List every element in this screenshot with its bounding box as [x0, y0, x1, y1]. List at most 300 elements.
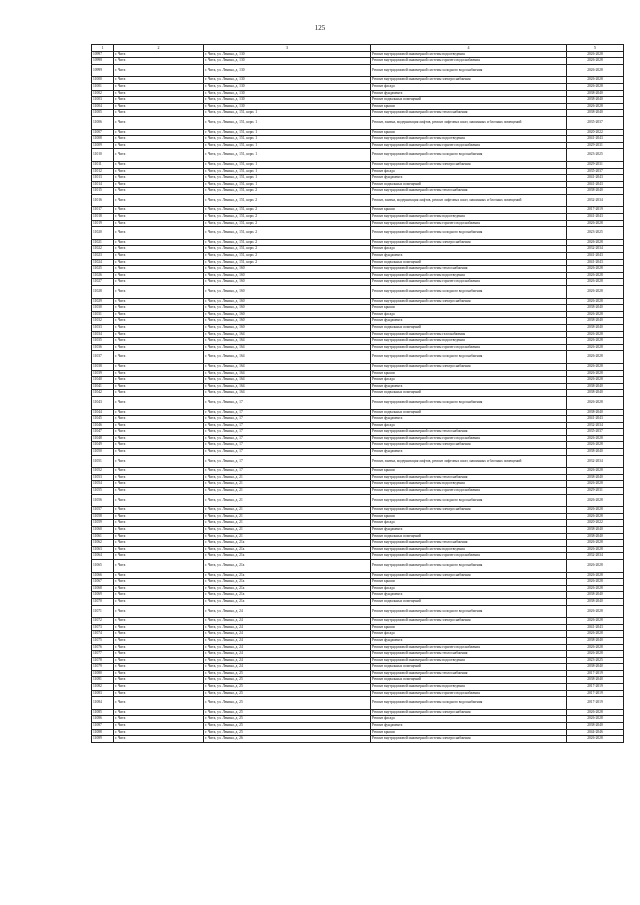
city-cell: г. Чита — [114, 136, 204, 143]
address-cell: г. Чита, ул. Ленина, д. 151, корп. 1 — [204, 181, 371, 188]
row-number-cell: 11030 — [92, 305, 114, 312]
period-cell: 2026-2028 — [567, 644, 624, 651]
city-cell: г. Чита — [114, 488, 204, 495]
work-type-cell: Ремонт внутридомовой инженерной системы теплоснабжения — [371, 540, 567, 547]
table-row — [92, 239, 624, 246]
period-cell: 2026-2028 — [567, 370, 624, 377]
address-cell: г. Чита, ул. Ленина, д. 130 — [204, 103, 371, 110]
work-type-cell: Ремонт подвальных помещений — [371, 598, 567, 605]
row-number-cell: 11045 — [92, 416, 114, 423]
work-type-cell: Ремонт внутридомовой инженерной системы горячего водоснабжения — [371, 553, 567, 560]
city-cell: г. Чита — [114, 311, 204, 318]
row-number-cell: 11067 — [92, 579, 114, 586]
period-cell: 2017-2019 — [567, 697, 624, 710]
work-type-cell: Ремонт крыши — [371, 207, 567, 214]
period-cell: 2038-2040 — [567, 324, 624, 331]
period-cell: 2026-2028 — [567, 77, 624, 84]
work-type-cell: Ремонт фундамента — [371, 416, 567, 423]
city-cell: г. Чита — [114, 598, 204, 605]
address-cell: г. Чита, ул. Ленина, д. 160 — [204, 324, 371, 331]
period-cell: 2032-2034 — [567, 553, 624, 560]
work-type-cell: Ремонт внутридомовой инженерной системы электроснабжения — [371, 736, 567, 743]
work-type-cell: Ремонт подвальных помещений — [371, 533, 567, 540]
city-cell: г. Чита — [114, 468, 204, 475]
address-cell: г. Чита, ул. Ленина, д. 25 — [204, 670, 371, 677]
address-cell: г. Чита, ул. Ленина, д. 24 — [204, 631, 371, 638]
work-type-cell: Ремонт внутридомовой инженерной системы электроснабжения — [371, 709, 567, 716]
work-type-cell: Ремонт внутридомовой инженерной системы горячего водоснабжения — [371, 690, 567, 697]
period-cell: 2026-2028 — [567, 338, 624, 345]
table-row — [92, 553, 624, 560]
table-row — [92, 520, 624, 527]
row-number-cell: 11087 — [92, 723, 114, 730]
table-row — [92, 449, 624, 456]
row-number-cell: 11035 — [92, 338, 114, 345]
work-type-cell: Ремонт крыши — [371, 468, 567, 475]
table-row — [92, 214, 624, 221]
period-cell: 2026-2028 — [567, 286, 624, 299]
work-type-cell: Ремонт внутридомовой инженерной системы горячего водоснабжения — [371, 644, 567, 651]
period-cell: 2038-2040 — [567, 90, 624, 97]
period-cell: 2026-2028 — [567, 311, 624, 318]
row-number-cell: 11019 — [92, 220, 114, 227]
address-cell: г. Чита, ул. Ленина, д. 17 — [204, 429, 371, 436]
period-cell: 2026-2028 — [567, 605, 624, 618]
period-cell: 2026-2028 — [567, 279, 624, 286]
address-cell: г. Чита, ул. Ленина, д. 130 — [204, 58, 371, 65]
address-cell: г. Чита, ул. Ленина, д. 151, корп. 2 — [204, 259, 371, 266]
row-number-cell: 11013 — [92, 175, 114, 182]
city-cell: г. Чита — [114, 253, 204, 260]
city-cell: г. Чита — [114, 363, 204, 370]
table-row — [92, 435, 624, 442]
table-row — [92, 592, 624, 599]
period-cell: 2032-2034 — [567, 194, 624, 207]
table-row — [92, 540, 624, 547]
table-row — [92, 644, 624, 651]
table-row — [92, 716, 624, 723]
city-cell: г. Чита — [114, 684, 204, 691]
city-cell: г. Чита — [114, 481, 204, 488]
row-number-cell: 11005 — [92, 110, 114, 117]
table-row — [92, 442, 624, 449]
work-type-cell: Ремонт фасада — [371, 422, 567, 429]
address-cell: г. Чита, ул. Ленина, д. 160 — [204, 305, 371, 312]
row-number-cell: 11050 — [92, 449, 114, 456]
table-row — [92, 83, 624, 90]
period-cell: 2017-2019 — [567, 670, 624, 677]
address-cell: г. Чита, ул. Ленина, д. 151, корп. 2 — [204, 194, 371, 207]
address-cell: г. Чита, ул. Ленина, д. 17 — [204, 455, 371, 468]
address-cell: г. Чита, ул. Ленина, д. 164 — [204, 377, 371, 384]
address-cell: г. Чита, ул. Ленина, д. 21а — [204, 559, 371, 572]
table-row — [92, 142, 624, 149]
table-row — [92, 736, 624, 743]
city-cell: г. Чита — [114, 214, 204, 221]
city-cell: г. Чита — [114, 351, 204, 364]
city-cell: г. Чита — [114, 520, 204, 527]
address-cell: г. Чита, ул. Ленина, д. 21 — [204, 527, 371, 534]
city-cell: г. Чита — [114, 298, 204, 305]
period-cell: 2032-2034 — [567, 455, 624, 468]
row-number-cell: 11004 — [92, 103, 114, 110]
table-row — [92, 272, 624, 279]
work-type-cell: Ремонт внутридомовой инженерной системы газоснабжения — [371, 331, 567, 338]
table-row — [92, 598, 624, 605]
city-cell: г. Чита — [114, 585, 204, 592]
address-cell: г. Чита, ул. Ленина, д. 25 — [204, 677, 371, 684]
address-cell: г. Чита, ул. Ленина, д. 21а — [204, 598, 371, 605]
table-row — [92, 390, 624, 397]
city-cell: г. Чита — [114, 129, 204, 136]
table-row — [92, 64, 624, 77]
row-number-cell: 11080 — [92, 670, 114, 677]
period-cell: 2026-2028 — [567, 363, 624, 370]
work-type-cell: Ремонт фасада — [371, 83, 567, 90]
row-number-cell: 11007 — [92, 129, 114, 136]
city-cell: г. Чита — [114, 168, 204, 175]
city-cell: г. Чита — [114, 527, 204, 534]
work-type-cell: Ремонт внутридомовой инженерной системы горячего водоснабжения — [371, 142, 567, 149]
work-type-cell: Ремонт фундамента — [371, 592, 567, 599]
table-row — [92, 51, 624, 58]
row-number-cell: 11028 — [92, 286, 114, 299]
row-number-cell: 11061 — [92, 533, 114, 540]
period-cell: 2026-2028 — [567, 513, 624, 520]
column-header-5: 5 — [567, 45, 624, 52]
city-cell: г. Чита — [114, 58, 204, 65]
work-type-cell: Ремонт подвальных помещений — [371, 259, 567, 266]
city-cell: г. Чита — [114, 194, 204, 207]
city-cell: г. Чита — [114, 657, 204, 664]
table-row — [92, 175, 624, 182]
table-row — [92, 279, 624, 286]
city-cell: г. Чита — [114, 83, 204, 90]
address-cell: г. Чита, ул. Ленина, д. 130 — [204, 51, 371, 58]
work-type-cell: Ремонт внутридомовой инженерной системы теплоснабжения — [371, 651, 567, 658]
work-type-cell: Ремонт крыши — [371, 370, 567, 377]
table-row — [92, 207, 624, 214]
address-cell: г. Чита, ул. Ленина, д. 24 — [204, 664, 371, 671]
city-cell: г. Чита — [114, 455, 204, 468]
work-type-cell: Ремонт внутридомовой инженерной системы теплоснабжения — [371, 188, 567, 195]
city-cell: г. Чита — [114, 546, 204, 553]
period-cell: 2038-2040 — [567, 637, 624, 644]
period-cell: 2026-2028 — [567, 631, 624, 638]
address-cell: г. Чита, ул. Ленина, д. 21а — [204, 579, 371, 586]
work-type-cell: Ремонт фундамента — [371, 527, 567, 534]
city-cell: г. Чита — [114, 77, 204, 84]
period-cell: 2038-2040 — [567, 305, 624, 312]
work-type-cell: Ремонт внутридомовой инженерной системы холодного водоснабжения — [371, 64, 567, 77]
row-number-cell: 11039 — [92, 370, 114, 377]
row-number-cell: 11063 — [92, 546, 114, 553]
row-number-cell: 11006 — [92, 116, 114, 129]
work-type-cell: Ремонт внутридомовой инженерной системы теплоснабжения — [371, 474, 567, 481]
city-cell: г. Чита — [114, 175, 204, 182]
period-cell: 2041-2043 — [567, 416, 624, 423]
city-cell: г. Чита — [114, 416, 204, 423]
row-number-cell: 11053 — [92, 474, 114, 481]
table-row — [92, 527, 624, 534]
period-cell: 2038-2040 — [567, 677, 624, 684]
row-number-cell: 11029 — [92, 298, 114, 305]
address-cell: г. Чита, ул. Ленина, д. 151, корп. 1 — [204, 136, 371, 143]
address-cell: г. Чита, ул. Ленина, д. 151, корп. 2 — [204, 239, 371, 246]
period-cell: 2026-2028 — [567, 585, 624, 592]
address-cell: г. Чита, ул. Ленина, д. 21 — [204, 520, 371, 527]
table-row — [92, 90, 624, 97]
row-number-cell: 11040 — [92, 377, 114, 384]
address-cell: г. Чита, ул. Ленина, д. 160 — [204, 279, 371, 286]
row-number-cell: 11025 — [92, 266, 114, 273]
table-row — [92, 168, 624, 175]
city-cell: г. Чита — [114, 429, 204, 436]
city-cell: г. Чита — [114, 239, 204, 246]
work-type-cell: Ремонт внутридомовой инженерной системы горячего водоснабжения — [371, 435, 567, 442]
row-number-cell: 11001 — [92, 83, 114, 90]
table-row — [92, 370, 624, 377]
city-cell: г. Чита — [114, 513, 204, 520]
address-cell: г. Чита, ул. Ленина, д. 164 — [204, 383, 371, 390]
table-row — [92, 637, 624, 644]
table-row — [92, 110, 624, 117]
table-row — [92, 298, 624, 305]
period-cell: 2038-2040 — [567, 723, 624, 730]
city-cell: г. Чита — [114, 161, 204, 168]
row-number-cell: 11069 — [92, 592, 114, 599]
address-cell: г. Чита, ул. Ленина, д. 21 — [204, 494, 371, 507]
period-cell: 2026-2028 — [567, 239, 624, 246]
city-cell: г. Чита — [114, 396, 204, 409]
period-cell: 2017-2019 — [567, 690, 624, 697]
row-number-cell: 11079 — [92, 664, 114, 671]
address-cell: г. Чита, ул. Ленина, д. 25 — [204, 690, 371, 697]
row-number-cell: 11083 — [92, 690, 114, 697]
city-cell: г. Чита — [114, 220, 204, 227]
address-cell: г. Чита, ул. Ленина, д. 21 — [204, 474, 371, 481]
city-cell: г. Чита — [114, 677, 204, 684]
city-cell: г. Чита — [114, 442, 204, 449]
table-row — [92, 344, 624, 351]
period-cell: 2038-2040 — [567, 533, 624, 540]
city-cell: г. Чита — [114, 383, 204, 390]
work-type-cell: Ремонт фасада — [371, 631, 567, 638]
row-number-cell: 11015 — [92, 188, 114, 195]
work-type-cell: Ремонт подвальных помещений — [371, 677, 567, 684]
table-row — [92, 507, 624, 514]
work-type-cell: Ремонт фундамента — [371, 175, 567, 182]
table-row — [92, 697, 624, 710]
city-cell: г. Чита — [114, 605, 204, 618]
period-cell: 2023-2025 — [567, 657, 624, 664]
period-cell: 2026-2028 — [567, 83, 624, 90]
address-cell: г. Чита, ул. Ленина, д. 25 — [204, 684, 371, 691]
row-number-cell: 11065 — [92, 559, 114, 572]
period-cell: 2026-2028 — [567, 540, 624, 547]
address-cell: г. Чита, ул. Ленина, д. 151, корп. 2 — [204, 253, 371, 260]
address-cell: г. Чита, ул. Ленина, д. 21а — [204, 546, 371, 553]
work-type-cell: Ремонт крыши — [371, 305, 567, 312]
period-cell: 2041-2043 — [567, 214, 624, 221]
work-type-cell: Ремонт подвальных помещений — [371, 181, 567, 188]
row-number-cell: 11058 — [92, 513, 114, 520]
table-row — [92, 409, 624, 416]
city-cell: г. Чита — [114, 110, 204, 117]
table-row — [92, 351, 624, 364]
period-cell: 2035-2037 — [567, 168, 624, 175]
page-number: 125 — [314, 24, 326, 32]
work-type-cell: Ремонт внутридомовой инженерной системы горячего водоснабжения — [371, 279, 567, 286]
period-cell: 2026-2028 — [567, 344, 624, 351]
table-row — [92, 383, 624, 390]
city-cell: г. Чита — [114, 181, 204, 188]
period-cell: 2026-2028 — [567, 220, 624, 227]
table-row — [92, 246, 624, 253]
address-cell: г. Чита, ул. Ленина, д. 25 — [204, 729, 371, 736]
work-type-cell: Ремонт крыши — [371, 129, 567, 136]
city-cell: г. Чита — [114, 709, 204, 716]
table-row — [92, 324, 624, 331]
table-row — [92, 363, 624, 370]
work-type-cell: Ремонт крыши — [371, 579, 567, 586]
work-type-cell: Ремонт внутридомовой инженерной системы водоотведения — [371, 136, 567, 143]
period-cell: 2038-2040 — [567, 110, 624, 117]
table-row — [92, 657, 624, 664]
work-type-cell: Ремонт подвальных помещений — [371, 390, 567, 397]
work-type-cell: Ремонт внутридомовой инженерной системы холодного водоснабжения — [371, 351, 567, 364]
period-cell: 2038-2040 — [567, 664, 624, 671]
work-type-cell: Ремонт внутридомовой инженерной системы теплоснабжения — [371, 670, 567, 677]
repair-schedule-table — [91, 44, 624, 743]
period-cell: 2026-2028 — [567, 58, 624, 65]
table-row — [92, 305, 624, 312]
row-number-cell: 11021 — [92, 239, 114, 246]
table-row — [92, 605, 624, 618]
row-number-cell: 11027 — [92, 279, 114, 286]
table-row — [92, 429, 624, 436]
address-cell: г. Чита, ул. Ленина, д. 164 — [204, 370, 371, 377]
work-type-cell: Ремонт внутридомовой инженерной системы холодного водоснабжения — [371, 227, 567, 240]
address-cell: г. Чита, ул. Ленина, д. 25 — [204, 723, 371, 730]
address-cell: г. Чита, ул. Ленина, д. 151, корп. 1 — [204, 129, 371, 136]
address-cell: г. Чита, ул. Ленина, д. 164 — [204, 338, 371, 345]
work-type-cell: Ремонт внутридомовой инженерной системы горячего водоснабжения — [371, 344, 567, 351]
city-cell: г. Чита — [114, 409, 204, 416]
work-type-cell: Ремонт, замена, модернизация лифтов, ремонт лифтовых шахт, машинных и блочных помещений — [371, 116, 567, 129]
address-cell: г. Чита, ул. Ленина, д. 164 — [204, 351, 371, 364]
work-type-cell: Ремонт внутридомовой инженерной системы теплоснабжения — [371, 110, 567, 117]
work-type-cell: Ремонт внутридомовой инженерной системы электроснабжения — [371, 161, 567, 168]
address-cell: г. Чита, ул. Ленина, д. 151, корп. 1 — [204, 142, 371, 149]
period-cell: 2038-2040 — [567, 474, 624, 481]
row-number-cell: 11062 — [92, 540, 114, 547]
table-row — [92, 729, 624, 736]
work-type-cell: Ремонт фасада — [371, 311, 567, 318]
table-row — [92, 455, 624, 468]
table-row — [92, 677, 624, 684]
address-cell: г. Чита, ул. Ленина, д. 21 — [204, 507, 371, 514]
row-number-cell: 11038 — [92, 363, 114, 370]
address-cell: г. Чита, ул. Ленина, д. 151, корп. 1 — [204, 175, 371, 182]
work-type-cell: Ремонт внутридомовой инженерной системы электроснабжения — [371, 442, 567, 449]
city-cell: г. Чита — [114, 279, 204, 286]
city-cell: г. Чита — [114, 651, 204, 658]
work-type-cell: Ремонт внутридомовой инженерной системы холодного водоснабжения — [371, 697, 567, 710]
table-row — [92, 77, 624, 84]
table-row — [92, 58, 624, 65]
period-cell: 2017-2019 — [567, 684, 624, 691]
address-cell: г. Чита, ул. Ленина, д. 164 — [204, 390, 371, 397]
city-cell: г. Чита — [114, 723, 204, 730]
city-cell: г. Чита — [114, 286, 204, 299]
address-cell: г. Чита, ул. Ленина, д. 130 — [204, 64, 371, 77]
city-cell: г. Чита — [114, 507, 204, 514]
row-number-cell: 11016 — [92, 194, 114, 207]
table-row — [92, 488, 624, 495]
table-row — [92, 481, 624, 488]
row-number-cell: 10997 — [92, 51, 114, 58]
row-number-cell: 11022 — [92, 246, 114, 253]
table-row — [92, 631, 624, 638]
period-cell: 2026-2028 — [567, 298, 624, 305]
row-number-cell: 11073 — [92, 624, 114, 631]
table-row — [92, 651, 624, 658]
city-cell: г. Чита — [114, 435, 204, 442]
row-number-cell: 11012 — [92, 168, 114, 175]
table-row — [92, 684, 624, 691]
address-cell: г. Чита, ул. Ленина, д. 24 — [204, 624, 371, 631]
row-number-cell: 11077 — [92, 651, 114, 658]
period-cell: 2029-2031 — [567, 142, 624, 149]
city-cell: г. Чита — [114, 370, 204, 377]
row-number-cell: 11023 — [92, 253, 114, 260]
row-number-cell: 11017 — [92, 207, 114, 214]
address-cell: г. Чита, ул. Ленина, д. 17 — [204, 442, 371, 449]
row-number-cell: 11051 — [92, 455, 114, 468]
row-number-cell: 11032 — [92, 318, 114, 325]
row-number-cell: 11010 — [92, 149, 114, 162]
address-cell: г. Чита, ул. Ленина, д. 21а — [204, 540, 371, 547]
city-cell: г. Чита — [114, 318, 204, 325]
table-row — [92, 709, 624, 716]
city-cell: г. Чита — [114, 533, 204, 540]
address-cell: г. Чита, ул. Ленина, д. 151, корп. 1 — [204, 168, 371, 175]
row-number-cell: 11084 — [92, 697, 114, 710]
row-number-cell: 11085 — [92, 709, 114, 716]
work-type-cell: Ремонт, замена, модернизация лифтов, ремонт лифтовых шахт, машинных и блочных помещений — [371, 194, 567, 207]
table-row — [92, 670, 624, 677]
period-cell: 2038-2040 — [567, 97, 624, 104]
address-cell: г. Чита, ул. Ленина, д. 130 — [204, 90, 371, 97]
city-cell: г. Чита — [114, 149, 204, 162]
work-type-cell: Ремонт фасада — [371, 246, 567, 253]
table-row — [92, 513, 624, 520]
city-cell: г. Чита — [114, 670, 204, 677]
city-cell: г. Чита — [114, 246, 204, 253]
address-cell: г. Чита, ул. Ленина, д. 151, корп. 2 — [204, 214, 371, 221]
city-cell: г. Чита — [114, 644, 204, 651]
address-cell: г. Чита, ул. Ленина, д. 160 — [204, 266, 371, 273]
work-type-cell: Ремонт фундамента — [371, 253, 567, 260]
address-cell: г. Чита, ул. Ленина, д. 164 — [204, 344, 371, 351]
row-number-cell: 11037 — [92, 351, 114, 364]
city-cell: г. Чита — [114, 377, 204, 384]
period-cell: 2026-2028 — [567, 468, 624, 475]
address-cell: г. Чита, ул. Ленина, д. 21 — [204, 533, 371, 540]
city-cell: г. Чита — [114, 624, 204, 631]
city-cell: г. Чита — [114, 736, 204, 743]
